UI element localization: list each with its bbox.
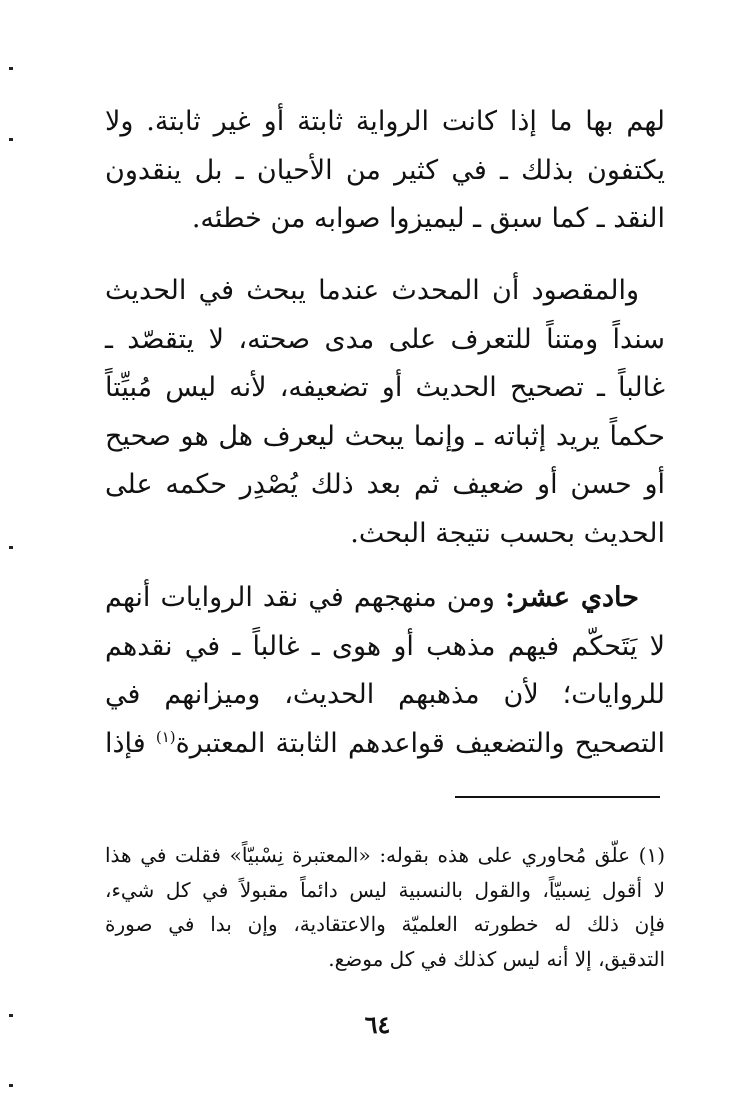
text-line: لا يَتَحكّم فيهم مذهب أو هوى ـ غالباً ـ في نقدهم — [105, 630, 665, 662]
paragraph-3 — [105, 574, 665, 768]
scan-edge-mark — [9, 67, 13, 70]
scan-edge-mark — [9, 1084, 13, 1087]
text-line: الحديث بحسب نتيجة البحث. — [350, 517, 665, 549]
text-fragment: ومن منهجهم في نقد الروايات أنهم — [105, 582, 495, 613]
scan-edge-mark — [9, 138, 13, 141]
text-line: النقد ـ كما سبق ـ ليميزوا صوابه من خطئه. — [191, 203, 665, 234]
footnote-divider — [455, 796, 660, 798]
paragraph-2 — [105, 267, 665, 558]
section-heading: حادي عشر: — [504, 582, 639, 613]
footnote-line: فإن ذلك له خطورته العلميّة والاعتقادية، وإن بدا في صورة — [105, 912, 665, 936]
text-line: للروايات؛ لأن مذهبهم الحديث، وميزانهم في — [105, 679, 665, 710]
text-line — [105, 574, 665, 623]
text-line: والمقصود أن المحدث عندما يبحث في الحديث — [105, 275, 639, 306]
footnote-line: لا أقول نِسبيّاً، والقول بالنسبية ليس دائماً مقبولاً في كل شيء، — [105, 877, 665, 902]
scan-edge-mark — [9, 546, 13, 549]
text-line: غالباً ـ تصحيح الحديث أو تضعيفه، لأنه ليس مُبيِّتاً — [105, 372, 665, 403]
text-line: سنداً ومتناً للتعرف على مدى صحته، لا يتقصّد ـ — [105, 323, 665, 355]
footnote-reference[interactable]: (١) — [155, 727, 176, 746]
text-line: أو حسن أو ضعيف ثم بعد ذلك يُصْدِر حكمه على — [105, 469, 666, 500]
text-line: لهم بها ما إذا كانت الرواية ثابتة أو غير ثابتة. ولا — [105, 106, 665, 137]
text-line: يكتفون بذلك ـ في كثير من الأحيان ـ بل ينقدون — [105, 154, 665, 186]
text-line — [105, 720, 665, 769]
text-fragment: التصحيح والتضعيف قواعدهم الثابتة المعتبرة — [175, 727, 665, 759]
footnote-line: (١) علّق مُحاوري على هذه بقوله: «المعتبرة نِسْبيّاً» فقلت في هذا — [105, 843, 665, 867]
footnote-line: التدقيق، إلا أنه ليس كذلك في كل موضع. — [328, 946, 665, 971]
text-line: حكماً يريد إثباته ـ وإنما يبحث ليعرف هل هو صحيح — [105, 420, 665, 452]
text-fragment: فإذا — [105, 727, 146, 759]
page-number: ٦٤ — [364, 1010, 391, 1039]
paragraph-1 — [105, 98, 665, 244]
footnote — [105, 838, 665, 976]
